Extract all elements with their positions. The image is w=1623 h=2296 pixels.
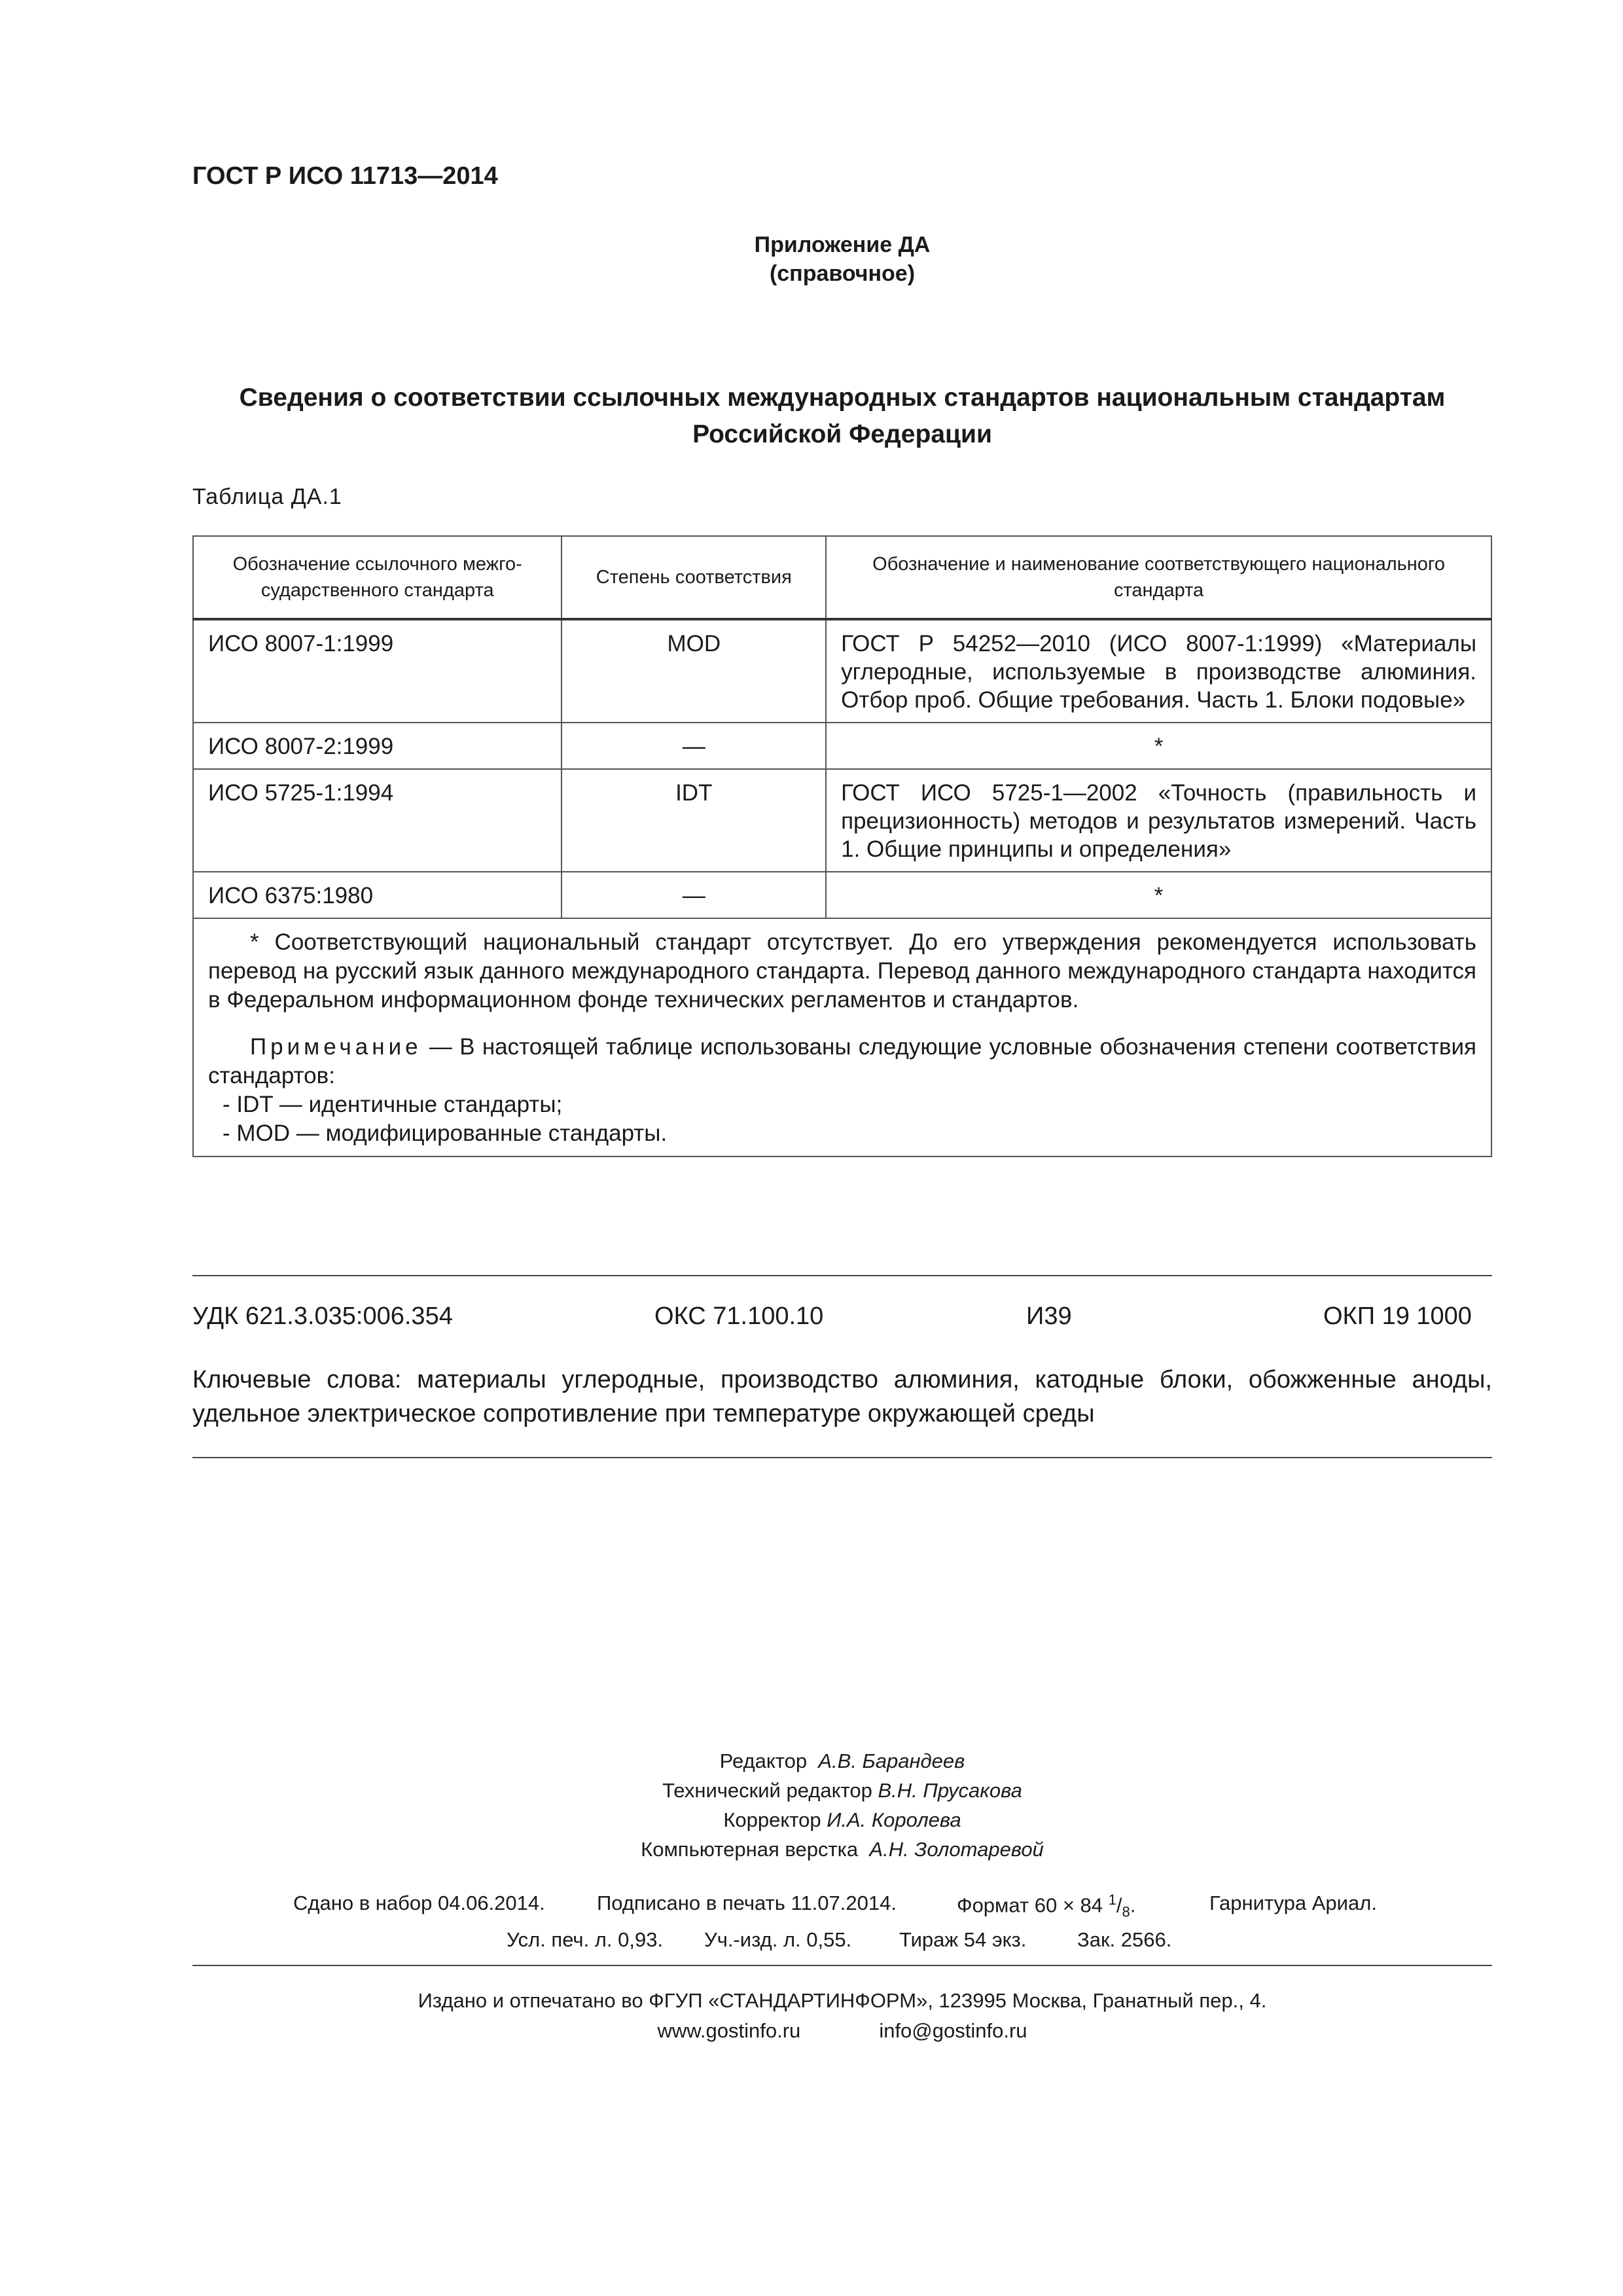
credits (192, 1746, 1492, 1864)
publisher (192, 1986, 1492, 2046)
table-row (193, 872, 1491, 918)
okp-code: ОКП 19 1000 (1323, 1302, 1472, 1330)
pub-sheets: Уч.-изд. л. 0,55. (704, 1928, 852, 1951)
publisher-contacts (192, 2016, 1492, 2046)
cell-degree: — (562, 872, 826, 918)
cell-degree: MOD (562, 619, 826, 723)
group-code: И39 (1026, 1302, 1072, 1330)
divider-bottom (192, 1965, 1492, 1966)
publisher-line: Издано и отпечатано во ФГУП «СТАНДАРТИНФОРМ», 123995 Москва, Гранатный пер., 4. (418, 1989, 1267, 2012)
table-row (193, 723, 1491, 769)
table-header-row (193, 536, 1491, 619)
print-typeface: Гарнитура Ариал. (1209, 1892, 1377, 1914)
divider-top (192, 1275, 1492, 1276)
note-item-idt: - IDT — идентичные стандарты; (223, 1092, 563, 1117)
udk-code: УДК 621.3.035:006.354 (192, 1302, 453, 1330)
header-degree: Степень соответствия (562, 536, 826, 619)
header-national-standard: Обозначение и наименование соответствующего национального стандарта (826, 536, 1491, 619)
main-title (192, 380, 1492, 453)
note-item-mod: - MOD — модифицированные стандарты. (223, 1121, 668, 1146)
note-text: — В настоящей таблице использованы следующие условные обозначения степени соответствия стандартов: (208, 1034, 1476, 1088)
table-row (193, 769, 1491, 872)
table-note (208, 1033, 1476, 1090)
cell-ref: ИСО 8007-2:1999 (193, 723, 562, 769)
credit-layout: Компьютерная верстка А.Н. Золотаревой (641, 1838, 1044, 1861)
oks-code: ОКС 71.100.10 (654, 1302, 824, 1330)
cell-degree: IDT (562, 769, 826, 872)
cell-ref: ИСО 5725-1:1994 (193, 769, 562, 872)
annex-heading (192, 230, 1492, 288)
cell-ref: ИСО 8007-1:1999 (193, 619, 562, 723)
print-submitted: Сдано в набор 04.06.2014. (293, 1892, 545, 1914)
credit-tech-editor: Технический редактор В.Н. Прусакова (662, 1779, 1022, 1802)
cell-national: * (826, 872, 1491, 918)
cell-degree: — (562, 723, 826, 769)
divider-keywords (192, 1457, 1492, 1458)
print-sheets: Усл. печ. л. 0,93. (507, 1928, 664, 1951)
table-footnote-row (193, 918, 1491, 1157)
annex-title: Приложение ДА (754, 232, 931, 257)
credit-proofreader: Корректор И.А. Королева (723, 1808, 961, 1831)
note-label: Примечание (250, 1034, 422, 1060)
table-footnote: * Соответствующий национальный стандарт отсутствует. До его утверждения рекомендуется использовать перевод на русский язык данного международного стандарта. Перевод данного международного стандарта находится в Федеральном информационном фонде технических регламентов и стандартов. (208, 929, 1476, 1013)
print-signed: Подписано в печать 11.07.2014. (597, 1892, 897, 1914)
correspondence-table (192, 535, 1492, 1157)
publisher-website: www.gostinfo.ru (657, 2019, 801, 2042)
table-caption: Таблица ДА.1 (192, 484, 342, 509)
main-title-line1: Сведения о соответствии ссылочных международных стандартов национальным стандартам (239, 384, 1446, 412)
cell-national: ГОСТ ИСО 5725-1—2002 «Точность (правильность и прецизионность) методов и результатов измерений. Часть 1. Общие принципы и определения» (826, 769, 1491, 872)
main-title-line2: Российской Федерации (692, 420, 992, 448)
header-ref-standard: Обозначение ссылочного межго-сударственного стандарта (193, 536, 562, 619)
annex-subtitle: (справочное) (769, 261, 916, 286)
order-number: Зак. 2566. (1077, 1928, 1172, 1951)
publisher-email: info@gostinfo.ru (879, 2019, 1027, 2042)
cell-national: ГОСТ Р 54252—2010 (ИСО 8007-1:1999) «Материалы углеродные, используемые в производстве алюминия. Отбор проб. Общие требования. Часть 1. Блоки подовые» (826, 619, 1491, 723)
credit-editor: Редактор А.В. Барандеев (719, 1749, 965, 1772)
keywords: Ключевые слова: материалы углеродные, производство алюминия, катодные блоки, обожженные аноды, удельное электрическое сопротивление при температуре окружающей среды (192, 1366, 1492, 1427)
print-format: Формат 60 × 84 $^1/_8$. (957, 1892, 1136, 1920)
standard-code: ГОСТ Р ИСО 11713—2014 (192, 162, 498, 190)
cell-ref: ИСО 6375:1980 (193, 872, 562, 918)
cell-national: * (826, 723, 1491, 769)
table-row (193, 619, 1491, 723)
table-footnote-cell (193, 918, 1491, 1157)
circulation: Тираж 54 экз. (899, 1928, 1027, 1951)
